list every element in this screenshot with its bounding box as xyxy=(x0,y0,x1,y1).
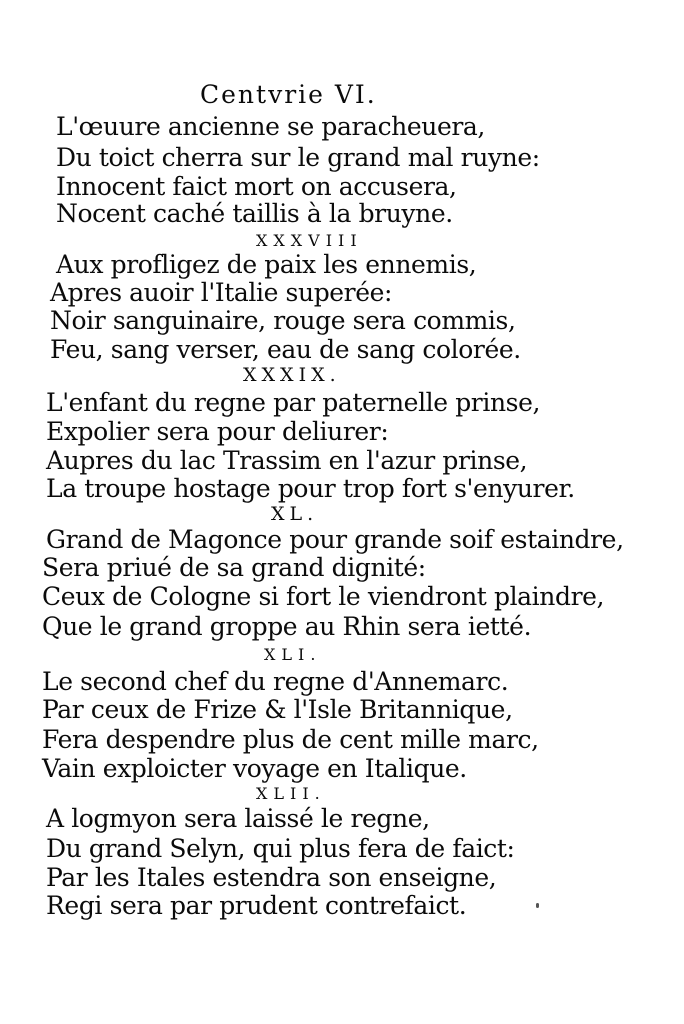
verse-line: L'enfant du regne par paternelle prinse, xyxy=(46,388,541,417)
verse-line: Apres auoir l'Italie superée: xyxy=(50,278,393,307)
verse-line: Que le grand groppe au Rhin sera ietté. xyxy=(42,612,532,641)
quatrain-number: XLII. xyxy=(256,784,326,803)
quatrain-number: XL. xyxy=(271,503,319,525)
verse-line: A logmyon sera laissé le regne, xyxy=(46,804,430,833)
verse-line: Regi sera par prudent contrefaict. xyxy=(46,891,467,920)
verse-line: Grand de Magonce pour grande soif estaindre, xyxy=(46,525,624,554)
verse-line: Expolier sera pour deliurer: xyxy=(46,417,389,446)
verse-line: Par ceux de Frize & l'Isle Britannique, xyxy=(42,695,513,724)
verse-line: Du toict cherra sur le grand mal ruyne: xyxy=(56,143,540,172)
quatrain-number: XLI. xyxy=(264,645,322,664)
ink-speck xyxy=(536,903,539,908)
verse-line: Du grand Selyn, qui plus fera de faict: xyxy=(46,834,515,863)
verse-line: Vain exploicter voyage en Italique. xyxy=(42,754,467,783)
verse-line: Aux profligez de paix les ennemis, xyxy=(56,250,477,279)
verse-line: Feu, sang verser, eau de sang colorée. xyxy=(50,335,521,364)
verse-line: L'œuure ancienne se paracheuera, xyxy=(56,112,485,141)
quatrain-number: XXXIX. xyxy=(243,364,341,386)
quatrain-number: XXXVIII xyxy=(256,231,363,250)
verse-line: Nocent caché taillis à la bruyne. xyxy=(56,199,453,228)
verse-line: Par les Itales estendra son enseigne, xyxy=(46,863,497,892)
verse-line: Innocent faict mort on accusera, xyxy=(56,172,457,201)
verse-line: Sera priué de sa grand dignité: xyxy=(42,553,426,582)
verse-line: Ceux de Cologne si fort le viendront plaindre, xyxy=(42,582,605,611)
verse-line: Le second chef du regne d'Annemarc. xyxy=(42,667,509,696)
verse-line: La troupe hostage pour trop fort s'enyurer. xyxy=(46,474,575,503)
verse-line: Aupres du lac Trassim en l'azur prinse, xyxy=(46,446,528,475)
verse-line: Noir sanguinaire, rouge sera commis, xyxy=(50,306,516,335)
verse-line: Fera despendre plus de cent mille marc, xyxy=(42,725,539,754)
running-head: Centvrie VI. xyxy=(200,80,377,109)
